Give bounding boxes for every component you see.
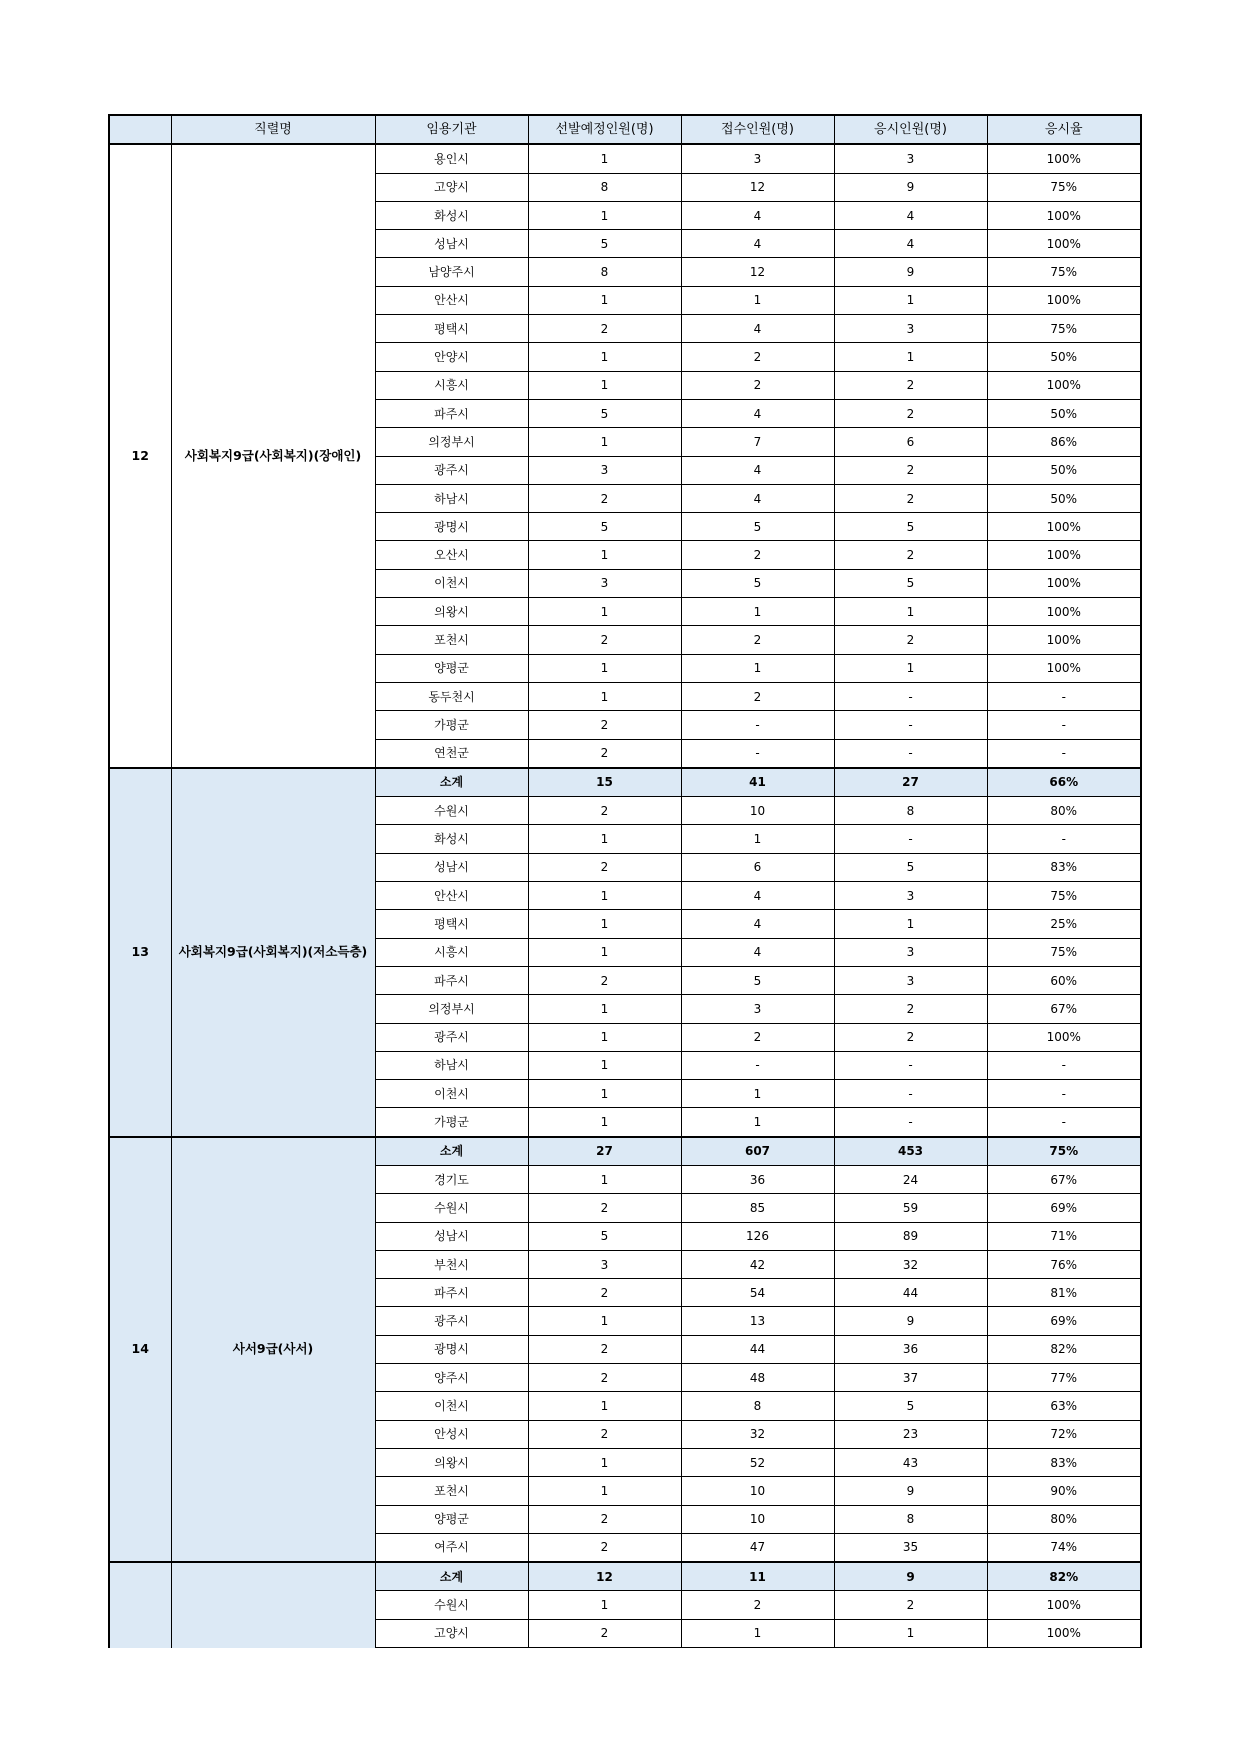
cell-examined: 6 [834,428,987,456]
cell-applied: 1 [681,1080,834,1108]
cell-planned: 1 [528,910,681,938]
cell-rate: 82% [987,1335,1141,1363]
group-job-series-name: 사회복지9급(사회복지)(장애인) [171,144,375,768]
cell-examined: 2 [834,399,987,427]
cell-agency: 평택시 [375,910,528,938]
cell-planned: 1 [528,371,681,399]
subtotal-applied: 11 [681,1562,834,1591]
cell-applied: 2 [681,626,834,654]
cell-applied: 32 [681,1420,834,1448]
cell-planned: 5 [528,399,681,427]
cell-rate: 100% [987,654,1141,682]
cell-planned: 1 [528,938,681,966]
cell-examined: - [834,1051,987,1079]
cell-applied: 1 [681,1108,834,1137]
cell-planned: 5 [528,230,681,258]
cell-agency: 광주시 [375,1307,528,1335]
cell-rate: 100% [987,598,1141,626]
cell-rate: - [987,739,1141,768]
cell-examined: 4 [834,201,987,229]
cell-agency: 하남시 [375,1051,528,1079]
cell-agency: 양평군 [375,1505,528,1533]
cell-rate: 75% [987,938,1141,966]
cell-agency: 파주시 [375,1279,528,1307]
cell-rate: 75% [987,173,1141,201]
cell-applied: 4 [681,201,834,229]
cell-planned: 1 [528,1023,681,1051]
cell-rate: 86% [987,428,1141,456]
cell-applied: 7 [681,428,834,456]
cell-agency: 파주시 [375,399,528,427]
header-job-series: 직렬명 [171,115,375,144]
cell-rate: 69% [987,1194,1141,1222]
cell-examined: 2 [834,1591,987,1619]
cell-rate: - [987,711,1141,739]
cell-rate: - [987,682,1141,710]
cell-rate: 100% [987,1023,1141,1051]
cell-agency: 성남시 [375,230,528,258]
cell-rate: 100% [987,144,1141,173]
cell-rate: 80% [987,797,1141,825]
cell-examined: - [834,739,987,768]
cell-applied: 10 [681,1477,834,1505]
cell-applied: 1 [681,598,834,626]
cell-planned: 1 [528,343,681,371]
cell-applied: 4 [681,456,834,484]
cell-rate: 75% [987,315,1141,343]
cell-applied: 2 [681,682,834,710]
cell-rate: 80% [987,1505,1141,1533]
cell-agency: 파주시 [375,966,528,994]
cell-planned: 1 [528,1392,681,1420]
cell-rate: 50% [987,456,1141,484]
cell-planned: 1 [528,201,681,229]
cell-planned: 2 [528,739,681,768]
cell-rate: 100% [987,230,1141,258]
subtotal-rate: 66% [987,768,1141,797]
cell-rate: - [987,1108,1141,1137]
cell-planned: 1 [528,995,681,1023]
cell-applied: 12 [681,173,834,201]
cell-planned: 2 [528,1279,681,1307]
cell-examined: 2 [834,484,987,512]
cell-examined: 36 [834,1335,987,1363]
cell-applied: 1 [681,286,834,314]
cell-applied: 4 [681,230,834,258]
cell-agency: 동두천시 [375,682,528,710]
subtotal-planned: 27 [528,1137,681,1166]
cell-examined: 9 [834,258,987,286]
cell-planned: 2 [528,1335,681,1363]
cell-agency: 가평군 [375,711,528,739]
cell-planned: 5 [528,1222,681,1250]
cell-examined: 5 [834,853,987,881]
cell-agency: 의정부시 [375,995,528,1023]
group-job-series-name: 사서9급(사서) [171,1137,375,1562]
cell-planned: 2 [528,711,681,739]
table-body [109,144,1141,1647]
cell-examined: - [834,1080,987,1108]
cell-agency: 양주시 [375,1364,528,1392]
cell-agency: 오산시 [375,541,528,569]
cell-planned: 2 [528,1420,681,1448]
cell-examined: 2 [834,626,987,654]
cell-agency: 이천시 [375,1080,528,1108]
header-row [109,115,1141,144]
cell-examined: - [834,682,987,710]
cell-rate: - [987,1080,1141,1108]
cell-planned: 2 [528,484,681,512]
cell-examined: 3 [834,938,987,966]
cell-rate: 100% [987,286,1141,314]
cell-examined: 8 [834,1505,987,1533]
cell-planned: 1 [528,1591,681,1619]
cell-applied: 44 [681,1335,834,1363]
cell-applied: 5 [681,569,834,597]
cell-agency: 부천시 [375,1250,528,1278]
cell-planned: 2 [528,797,681,825]
cell-agency: 시흥시 [375,938,528,966]
cell-applied: 126 [681,1222,834,1250]
cell-examined: - [834,1108,987,1137]
cell-examined: 3 [834,882,987,910]
cell-agency: 연천군 [375,739,528,768]
cell-rate: 63% [987,1392,1141,1420]
cell-planned: 2 [528,626,681,654]
cell-agency: 화성시 [375,201,528,229]
cell-applied: 1 [681,825,834,853]
cell-rate: 100% [987,1619,1141,1647]
cell-applied: 4 [681,882,834,910]
cell-agency: 고양시 [375,1619,528,1647]
cell-rate: 100% [987,1591,1141,1619]
cell-planned: 3 [528,456,681,484]
cell-applied: 36 [681,1165,834,1193]
cell-agency: 용인시 [375,144,528,173]
cell-agency: 가평군 [375,1108,528,1137]
cell-planned: 2 [528,853,681,881]
cell-rate: 72% [987,1420,1141,1448]
cell-applied: 47 [681,1533,834,1562]
cell-planned: 1 [528,1477,681,1505]
cell-rate: 100% [987,541,1141,569]
subtotal-applied: 41 [681,768,834,797]
cell-rate: 69% [987,1307,1141,1335]
cell-planned: 2 [528,966,681,994]
group-number: 14 [109,1137,171,1562]
cell-examined: 5 [834,513,987,541]
cell-agency: 이천시 [375,1392,528,1420]
cell-applied: 2 [681,1591,834,1619]
cell-applied: 2 [681,541,834,569]
cell-rate: 67% [987,995,1141,1023]
cell-applied: 4 [681,315,834,343]
cell-applied: 12 [681,258,834,286]
subtotal-examined: 453 [834,1137,987,1166]
cell-planned: 8 [528,258,681,286]
cell-applied: 4 [681,938,834,966]
cell-examined: 3 [834,315,987,343]
cell-planned: 3 [528,1250,681,1278]
subtotal-agency: 소계 [375,1562,528,1591]
cell-planned: 8 [528,173,681,201]
cell-agency: 화성시 [375,825,528,853]
cell-agency: 안산시 [375,882,528,910]
cell-planned: 1 [528,825,681,853]
cell-examined: 24 [834,1165,987,1193]
cell-applied: 3 [681,995,834,1023]
cell-rate: 67% [987,1165,1141,1193]
cell-applied: 1 [681,654,834,682]
cell-planned: 2 [528,1619,681,1647]
cell-planned: 3 [528,569,681,597]
cell-agency: 여주시 [375,1533,528,1562]
cell-examined: 35 [834,1533,987,1562]
cell-agency: 수원시 [375,1194,528,1222]
cell-examined: 5 [834,1392,987,1420]
subtotal-planned: 15 [528,768,681,797]
cell-examined: 1 [834,654,987,682]
cell-applied: 2 [681,371,834,399]
cell-examined: 9 [834,173,987,201]
subtotal-agency: 소계 [375,768,528,797]
table-header [109,115,1141,144]
header-planned: 선발예정인원(명) [528,115,681,144]
cell-rate: 100% [987,513,1141,541]
header-applied: 접수인원(명) [681,115,834,144]
cell-examined: 1 [834,910,987,938]
cell-applied: 4 [681,484,834,512]
cell-applied: 10 [681,797,834,825]
cell-planned: 2 [528,1505,681,1533]
cell-planned: 1 [528,598,681,626]
cell-applied: 4 [681,399,834,427]
cell-rate: 100% [987,569,1141,597]
cell-agency: 의정부시 [375,428,528,456]
header-rate: 응시율 [987,115,1141,144]
cell-examined: 1 [834,286,987,314]
cell-applied: 2 [681,1023,834,1051]
cell-examined: 2 [834,371,987,399]
table-row [109,144,1141,173]
cell-agency: 고양시 [375,173,528,201]
cell-rate: 25% [987,910,1141,938]
group-number [109,1562,171,1647]
cell-examined: 9 [834,1307,987,1335]
cell-agency: 포천시 [375,626,528,654]
cell-examined: 32 [834,1250,987,1278]
cell-agency: 이천시 [375,569,528,597]
cell-agency: 광주시 [375,1023,528,1051]
cell-examined: - [834,711,987,739]
cell-planned: 1 [528,1307,681,1335]
cell-examined: 2 [834,995,987,1023]
applicant-statistics-table [108,114,1142,1648]
cell-applied: 85 [681,1194,834,1222]
cell-rate: 81% [987,1279,1141,1307]
cell-agency: 성남시 [375,853,528,881]
cell-applied: - [681,739,834,768]
cell-rate: 60% [987,966,1141,994]
cell-applied: 48 [681,1364,834,1392]
subtotal-rate: 75% [987,1137,1141,1166]
cell-planned: 1 [528,286,681,314]
cell-applied: 5 [681,966,834,994]
group-number: 12 [109,144,171,768]
cell-applied: 10 [681,1505,834,1533]
cell-rate: 100% [987,371,1141,399]
cell-agency: 하남시 [375,484,528,512]
cell-rate: 83% [987,853,1141,881]
cell-planned: 1 [528,682,681,710]
cell-agency: 안산시 [375,286,528,314]
cell-planned: 2 [528,1533,681,1562]
cell-rate: 50% [987,399,1141,427]
subtotal-rate: 82% [987,1562,1141,1591]
cell-planned: 1 [528,144,681,173]
cell-rate: 76% [987,1250,1141,1278]
cell-applied: 54 [681,1279,834,1307]
header-number [109,115,171,144]
cell-planned: 1 [528,1165,681,1193]
cell-planned: 2 [528,1194,681,1222]
cell-examined: 4 [834,230,987,258]
cell-rate: - [987,825,1141,853]
cell-examined: 2 [834,541,987,569]
cell-agency: 양평군 [375,654,528,682]
cell-agency: 평택시 [375,315,528,343]
subtotal-row [109,1137,1141,1166]
cell-agency: 안성시 [375,1420,528,1448]
subtotal-examined: 9 [834,1562,987,1591]
cell-rate: 83% [987,1448,1141,1476]
cell-planned: 1 [528,428,681,456]
subtotal-agency: 소계 [375,1137,528,1166]
cell-applied: 6 [681,853,834,881]
cell-examined: 3 [834,966,987,994]
subtotal-row [109,768,1141,797]
subtotal-examined: 27 [834,768,987,797]
cell-planned: 1 [528,1108,681,1137]
cell-rate: 50% [987,484,1141,512]
cell-agency: 시흥시 [375,371,528,399]
cell-examined: 1 [834,598,987,626]
cell-rate: 75% [987,882,1141,910]
cell-applied: 8 [681,1392,834,1420]
cell-examined: 5 [834,569,987,597]
cell-agency: 광주시 [375,456,528,484]
cell-rate: 77% [987,1364,1141,1392]
header-examined: 응시인원(명) [834,115,987,144]
subtotal-planned: 12 [528,1562,681,1591]
cell-rate: 100% [987,201,1141,229]
cell-planned: 1 [528,654,681,682]
cell-examined: 59 [834,1194,987,1222]
cell-examined: 89 [834,1222,987,1250]
cell-agency: 수원시 [375,797,528,825]
cell-examined: 37 [834,1364,987,1392]
cell-planned: 1 [528,1448,681,1476]
cell-applied: 4 [681,910,834,938]
cell-agency: 성남시 [375,1222,528,1250]
cell-applied: 3 [681,144,834,173]
cell-applied: 13 [681,1307,834,1335]
cell-examined: 2 [834,456,987,484]
subtotal-applied: 607 [681,1137,834,1166]
cell-examined: 1 [834,343,987,371]
cell-rate: 50% [987,343,1141,371]
cell-applied: - [681,1051,834,1079]
cell-applied: 42 [681,1250,834,1278]
cell-agency: 수원시 [375,1591,528,1619]
cell-examined: 3 [834,144,987,173]
cell-agency: 남양주시 [375,258,528,286]
group-job-series-name [171,1562,375,1647]
cell-planned: 1 [528,1051,681,1079]
cell-examined: 8 [834,797,987,825]
cell-agency: 의왕시 [375,598,528,626]
cell-planned: 5 [528,513,681,541]
cell-examined: 44 [834,1279,987,1307]
cell-agency: 경기도 [375,1165,528,1193]
cell-agency: 안양시 [375,343,528,371]
cell-applied: 5 [681,513,834,541]
cell-examined: 1 [834,1619,987,1647]
cell-agency: 광명시 [375,1335,528,1363]
cell-rate: 71% [987,1222,1141,1250]
cell-rate: 100% [987,626,1141,654]
cell-applied: 52 [681,1448,834,1476]
cell-applied: 1 [681,1619,834,1647]
cell-rate: 90% [987,1477,1141,1505]
cell-planned: 1 [528,1080,681,1108]
cell-examined: - [834,825,987,853]
cell-applied: 2 [681,343,834,371]
cell-rate: 74% [987,1533,1141,1562]
recruitment-table-page [108,114,1140,1648]
header-agency: 임용기관 [375,115,528,144]
cell-agency: 포천시 [375,1477,528,1505]
cell-rate: - [987,1051,1141,1079]
cell-applied: - [681,711,834,739]
group-job-series-name: 사회복지9급(사회복지)(저소득층) [171,768,375,1137]
cell-examined: 2 [834,1023,987,1051]
cell-examined: 23 [834,1420,987,1448]
cell-planned: 2 [528,315,681,343]
cell-rate: 75% [987,258,1141,286]
cell-examined: 9 [834,1477,987,1505]
group-number: 13 [109,768,171,1137]
cell-planned: 2 [528,1364,681,1392]
cell-planned: 1 [528,541,681,569]
cell-examined: 43 [834,1448,987,1476]
cell-agency: 의왕시 [375,1448,528,1476]
subtotal-row [109,1562,1141,1591]
cell-planned: 1 [528,882,681,910]
cell-agency: 광명시 [375,513,528,541]
